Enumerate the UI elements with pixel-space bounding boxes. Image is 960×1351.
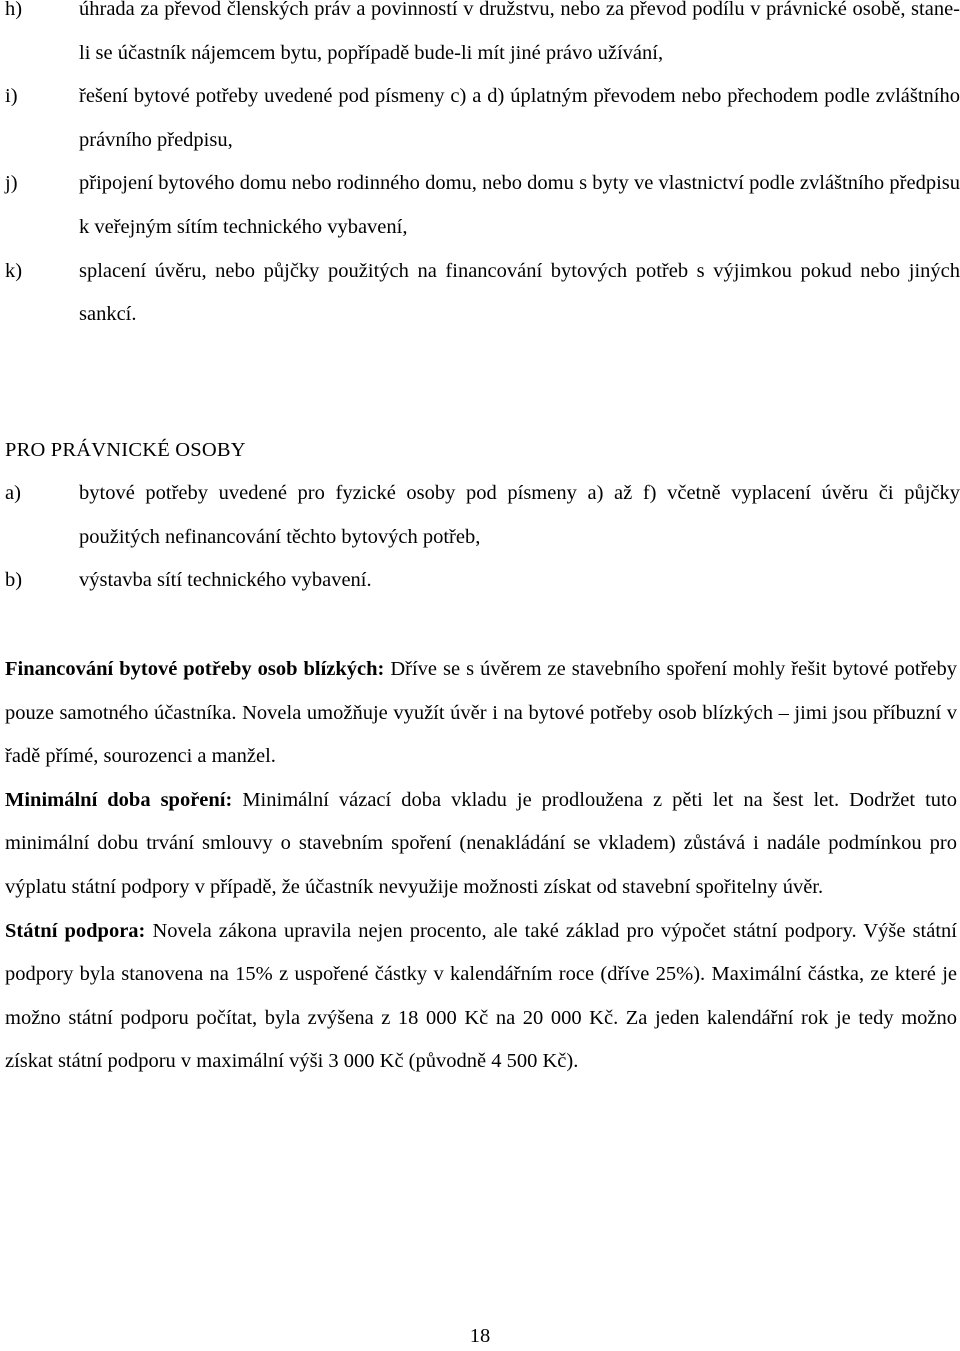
list-marker: i): [5, 85, 18, 108]
list-item: [0, 559, 960, 603]
list-item: [0, 75, 960, 162]
paragraph-text: Novela zákona upravila nejen procento, ale také základ pro výpočet státní podpory. Výše státní podpory byla stanovena na 15% z uspořené částky v kalendářním roce (dříve 25%). Maximální částka, ze které je možno státní podporu počítat, byla zvýšena z 18 000 Kč na 20 000 Kč. Za jeden kalendářní rok je tedy možno získat státní podporu v maximální výši 3 000 Kč (původně 4 500 Kč).: [5, 919, 957, 1073]
list-item-text: výstavba sítí technického vybavení.: [79, 569, 372, 592]
list-item: [0, 472, 960, 559]
paragraph-label: Minimální doba spoření:: [5, 788, 233, 811]
list-item-text: splacení úvěru, nebo půjčky použitých na financování bytových potřeb s výjimkou pokud nebo jiných sankcí.: [79, 259, 960, 326]
list-marker: j): [5, 172, 18, 195]
list-marker: b): [5, 569, 23, 592]
list-marker: a): [5, 482, 21, 504]
list-item: [0, 250, 960, 337]
paragraph-text: Dříve se s úvěrem ze stavebního spoření mohly řešit bytové potřeby pouze samotného účastníka. Novela umožňuje využít úvěr i na bytové potřeby osob blízkých – jimi jsou příbuzní v řadě přímé, sourozenci a manžel.: [5, 658, 957, 768]
paragraph: [5, 648, 957, 779]
paragraph-text: Minimální vázací doba vkladu je prodloužena z pěti let na šest let. Dodržet tuto minimální dobu trvání smlouvy o stavebním spoření (nenakládání se vkladem) zůstává i nadále podmínkou pro výplatu státní podpory v případě, že účastník nevyužije možnosti získat od stavební spořitelny úvěr.: [5, 788, 957, 898]
paragraph-label: Státní podpora:: [5, 919, 146, 942]
list-item-text: řešení bytové potřeby uvedené pod písmeny c) a d) úplatným převodem nebo přechodem podle zvláštního právního předpisu,: [79, 85, 960, 151]
list-item-text: úhrada za převod členských práv a povinností v družstvu, nebo za převod podílu v právnické osobě, stane-li se účastník nájemcem bytu, popřípadě bude-li mít jiné právo užívání,: [79, 0, 960, 64]
list-item: [0, 0, 960, 75]
list-marker: k): [5, 259, 23, 282]
paragraph-label: Financování bytové potřeby osob blízkých:: [5, 658, 385, 680]
body-paragraphs: [5, 648, 957, 1084]
section-heading: PRO PRÁVNICKÉ OSOBY: [5, 439, 246, 461]
list-item: [0, 162, 960, 249]
list-marker: h): [5, 0, 23, 20]
paragraph: [5, 910, 957, 1084]
list-item-text: připojení bytového domu nebo rodinného domu, nebo domu s byty ve vlastnictví podle zvláštního předpisu k veřejným sítím technického vybavení,: [79, 172, 960, 238]
page-number: 18: [469, 1325, 491, 1347]
natural-persons-list: [0, 0, 960, 337]
legal-persons-list: [0, 472, 960, 603]
list-item-text: bytové potřeby uvedené pro fyzické osoby pod písmeny a) až f) včetně vyplacení úvěru či půjčky použitých nefinancování těchto bytových potřeb,: [79, 482, 960, 548]
paragraph: [5, 779, 957, 910]
